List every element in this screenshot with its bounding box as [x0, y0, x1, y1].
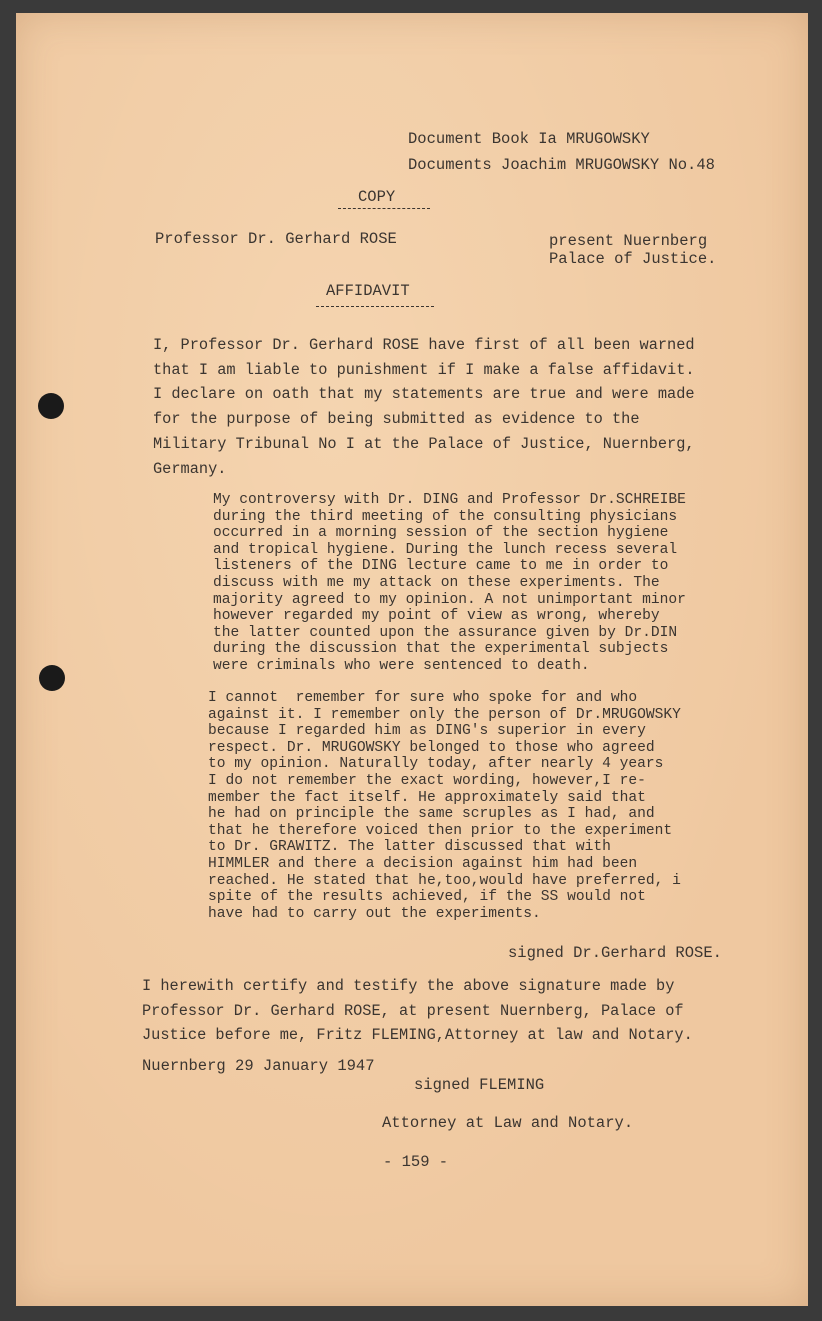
- copy-underline: [338, 208, 430, 209]
- statement-line: listeners of the DING lecture came to me in order to: [213, 558, 669, 575]
- statement-line: during the discussion that the experimental subjects: [213, 641, 669, 658]
- statement-paragraph-1: [213, 492, 773, 675]
- statement-line: during the third meeting of the consulting physicians: [213, 508, 678, 525]
- statement-line: were criminals who were sentenced to death.: [213, 657, 590, 674]
- header-document-book: Document Book Ia MRUGOWSKY: [408, 130, 650, 148]
- statement-line: respect. Dr. MRUGOWSKY belonged to those who agreed: [208, 739, 655, 756]
- statement-line: I do not remember the exact wording, however,I re-: [208, 772, 646, 789]
- statement-line: and tropical hygiene. During the lunch recess several: [213, 541, 678, 558]
- statement-line: I cannot remember for sure who spoke for and who: [208, 690, 638, 706]
- statement-line: he had on principle the same scruples as I had, and: [208, 806, 655, 823]
- statement-line: the latter counted upon the assurance given by Dr.DIN: [213, 624, 678, 641]
- affiant-name: Professor Dr. Gerhard ROSE: [155, 230, 397, 248]
- title-underline: [316, 306, 434, 307]
- statement-line: because I regarded him as DING's superior in every: [208, 723, 646, 740]
- statement-line: spite of the results achieved, if the SS would not: [208, 889, 646, 906]
- statement-line: however regarded my point of view as wrong, whereby: [213, 608, 660, 625]
- copy-label: COPY: [358, 188, 396, 206]
- statement-line: against it. I remember only the person of Dr.MRUGOWSKY: [208, 706, 681, 723]
- affidavit-title: AFFIDAVIT: [326, 282, 410, 300]
- notary-title: Attorney at Law and Notary.: [382, 1114, 634, 1132]
- statement-line: to Dr. GRAWITZ. The latter discussed that with: [208, 839, 611, 856]
- signature-rose: signed Dr.Gerhard ROSE.: [508, 944, 722, 962]
- oath-line: Military Tribunal No I at the Palace of Justice, Nuernberg,: [153, 434, 695, 453]
- statement-line: reached. He stated that he,too,would have preferred, i: [208, 872, 681, 889]
- header-document-number: Documents Joachim MRUGOWSKY No.48: [408, 156, 715, 174]
- statement-paragraph-2: [208, 690, 778, 922]
- oath-line: I declare on oath that my statements are true and were made: [153, 385, 695, 404]
- statement-line: to my opinion. Naturally today, after nearly 4 years: [208, 756, 664, 773]
- punch-hole-bottom: [39, 665, 65, 691]
- statement-line: have had to carry out the experiments.: [208, 905, 541, 922]
- statement-line: that he therefore voiced then prior to the experiment: [208, 822, 673, 839]
- oath-line: Germany.: [153, 459, 227, 478]
- certify-line: I herewith certify and testify the above signature made by: [142, 977, 675, 995]
- statement-line: majority agreed to my opinion. A not unimportant minor: [213, 591, 686, 608]
- affiant-location-line1: present Nuernberg: [549, 232, 708, 250]
- statement-line: member the fact itself. He approximately said that: [208, 789, 646, 806]
- punch-hole-top: [38, 393, 64, 419]
- statement-line: occurred in a morning session of the section hygiene: [213, 525, 669, 542]
- signature-fleming: signed FLEMING: [414, 1076, 545, 1094]
- page-number: - 159 -: [383, 1153, 449, 1171]
- oath-line: that I am liable to punishment if I make a false affidavit.: [153, 360, 695, 379]
- oath-line: I, Professor Dr. Gerhard ROSE have first of all been warned: [153, 336, 695, 354]
- affiant-location-line2: Palace of Justice.: [549, 250, 717, 268]
- statement-line: discuss with me my attack on these experiments. The: [213, 574, 660, 591]
- statement-line: HIMMLER and there a decision against him had been: [208, 855, 638, 872]
- certify-line: Professor Dr. Gerhard ROSE, at present Nuernberg, Palace of: [142, 1001, 684, 1020]
- oath-paragraph: [153, 333, 773, 481]
- certification-paragraph: [142, 974, 782, 1048]
- statement-line: My controversy with Dr. DING and Professor Dr.SCHREIBE: [213, 492, 686, 508]
- date-line: Nuernberg 29 January 1947: [142, 1057, 375, 1075]
- certify-line: Justice before me, Fritz FLEMING,Attorney at law and Notary.: [142, 1026, 693, 1045]
- oath-line: for the purpose of being submitted as evidence to the: [153, 410, 640, 429]
